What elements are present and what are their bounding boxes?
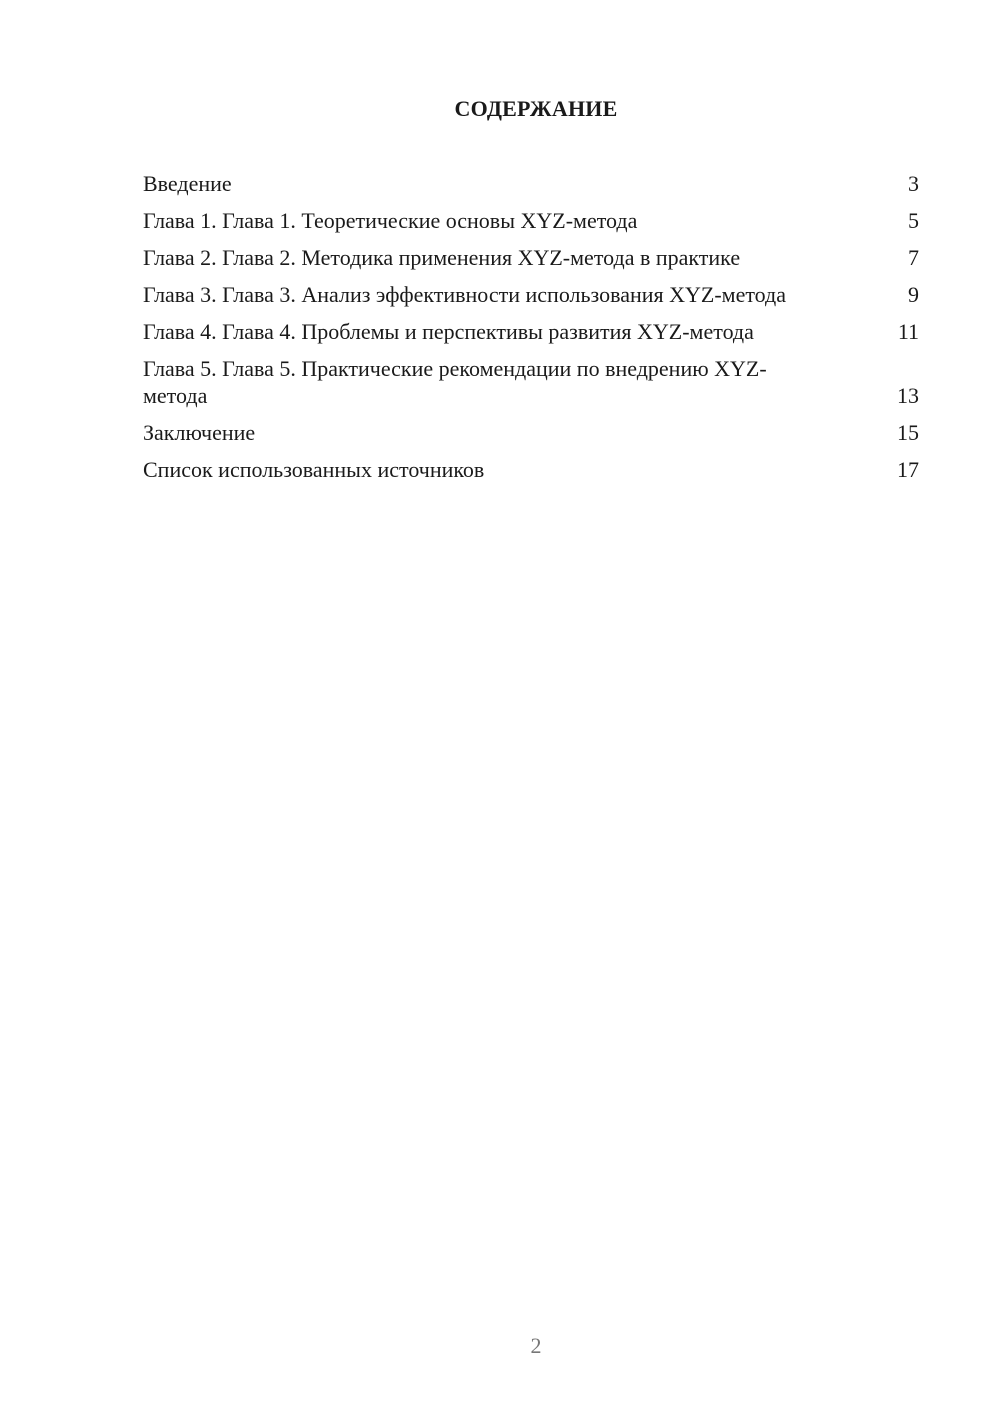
toc-entry-label: Глава 2. Глава 2. Методика применения XYZ-метода в практике — [143, 245, 741, 270]
toc-entry-label: Список использованных источников — [143, 457, 485, 482]
toc-entry-chapter-3[interactable] — [143, 281, 919, 308]
toc-entry-introduction[interactable] — [143, 170, 919, 197]
toc-entry-page: 15 — [897, 420, 919, 445]
toc-entry-chapter-2[interactable] — [143, 244, 919, 271]
toc-title: СОДЕРЖАНИЕ — [454, 96, 618, 121]
toc-entry-label: Глава 4. Глава 4. Проблемы и перспективы развития XYZ-метода — [143, 319, 754, 344]
toc-entry-label: Введение — [143, 171, 232, 196]
toc-entry-label: Заключение — [143, 420, 256, 445]
toc-entry-page: 13 — [897, 383, 919, 408]
toc-entry-page: 3 — [908, 171, 919, 196]
toc-entry-page: 17 — [897, 457, 919, 482]
toc-entry-chapter-4[interactable] — [143, 318, 919, 345]
toc-entry-page: 9 — [908, 282, 919, 307]
toc-entry-chapter-5[interactable] — [143, 355, 919, 409]
toc-entry-references[interactable] — [143, 456, 919, 483]
toc-entry-page: 5 — [908, 208, 919, 233]
table-of-contents — [143, 170, 919, 493]
toc-entry-conclusion[interactable] — [143, 419, 919, 446]
page-number: 2 — [530, 1333, 542, 1358]
toc-entry-label: Глава 5. Глава 5. Практические рекомендации по внедрению XYZ-метода — [143, 356, 767, 408]
toc-entry-page: 7 — [908, 245, 919, 270]
toc-entry-label: Глава 1. Глава 1. Теоретические основы XYZ-метода — [143, 208, 638, 233]
toc-entry-page: 11 — [897, 319, 919, 344]
toc-entry-label: Глава 3. Глава 3. Анализ эффективности использования XYZ-метода — [143, 282, 787, 307]
toc-entry-chapter-1[interactable] — [143, 207, 919, 234]
